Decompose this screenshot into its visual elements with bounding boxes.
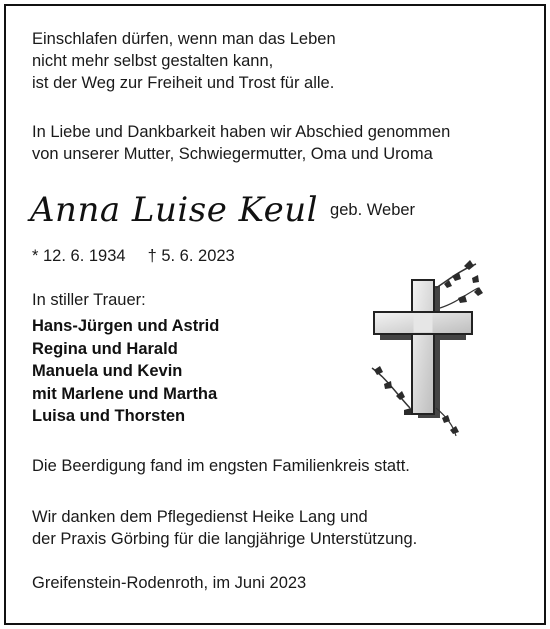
place-date: Greifenstein-Rodenroth, im Juni 2023: [32, 574, 307, 592]
mourners-list: [32, 315, 219, 428]
death-date: † 5. 6. 2023: [147, 247, 235, 265]
mourner-name: Regina und Harald: [32, 339, 178, 358]
mourner-name: mit Marlene und Martha: [32, 384, 218, 403]
deceased-name: Anna Luise Keul: [30, 190, 319, 230]
birth-date: * 12. 6. 1934: [32, 247, 126, 265]
motto-line: ist der Weg zur Freiheit und Trost für alle.: [32, 74, 335, 92]
motto-line: Einschlafen dürfen, wenn man das Leben: [32, 30, 336, 48]
thanks-line: Wir danken dem Pflegedienst Heike Lang und: [32, 508, 368, 526]
mourner-name: Luisa und Thorsten: [32, 407, 186, 425]
maiden-name: geb. Weber: [330, 201, 416, 219]
intro-text: [32, 121, 450, 165]
deceased-name-row: [30, 190, 415, 230]
cross-with-ivy-icon: [366, 258, 486, 438]
intro-line: von unserer Mutter, Schwiegermutter, Oma und Uroma: [32, 145, 433, 163]
thanks-line: der Praxis Görbing für die langjährige Unterstützung.: [32, 530, 418, 548]
thanks-text: [32, 506, 417, 550]
life-dates: [32, 245, 235, 267]
mourner-name: Manuela und Kevin: [32, 362, 183, 380]
funeral-note: Die Beerdigung fand im engsten Familienkreis statt.: [32, 457, 410, 475]
mourner-name: Hans-Jürgen und Astrid: [32, 317, 220, 335]
mourners-label: In stiller Trauer:: [32, 291, 146, 309]
motto-line: nicht mehr selbst gestalten kann,: [32, 52, 274, 70]
motto-text: [32, 28, 336, 94]
intro-line: In Liebe und Dankbarkeit haben wir Abschied genommen: [32, 123, 451, 141]
